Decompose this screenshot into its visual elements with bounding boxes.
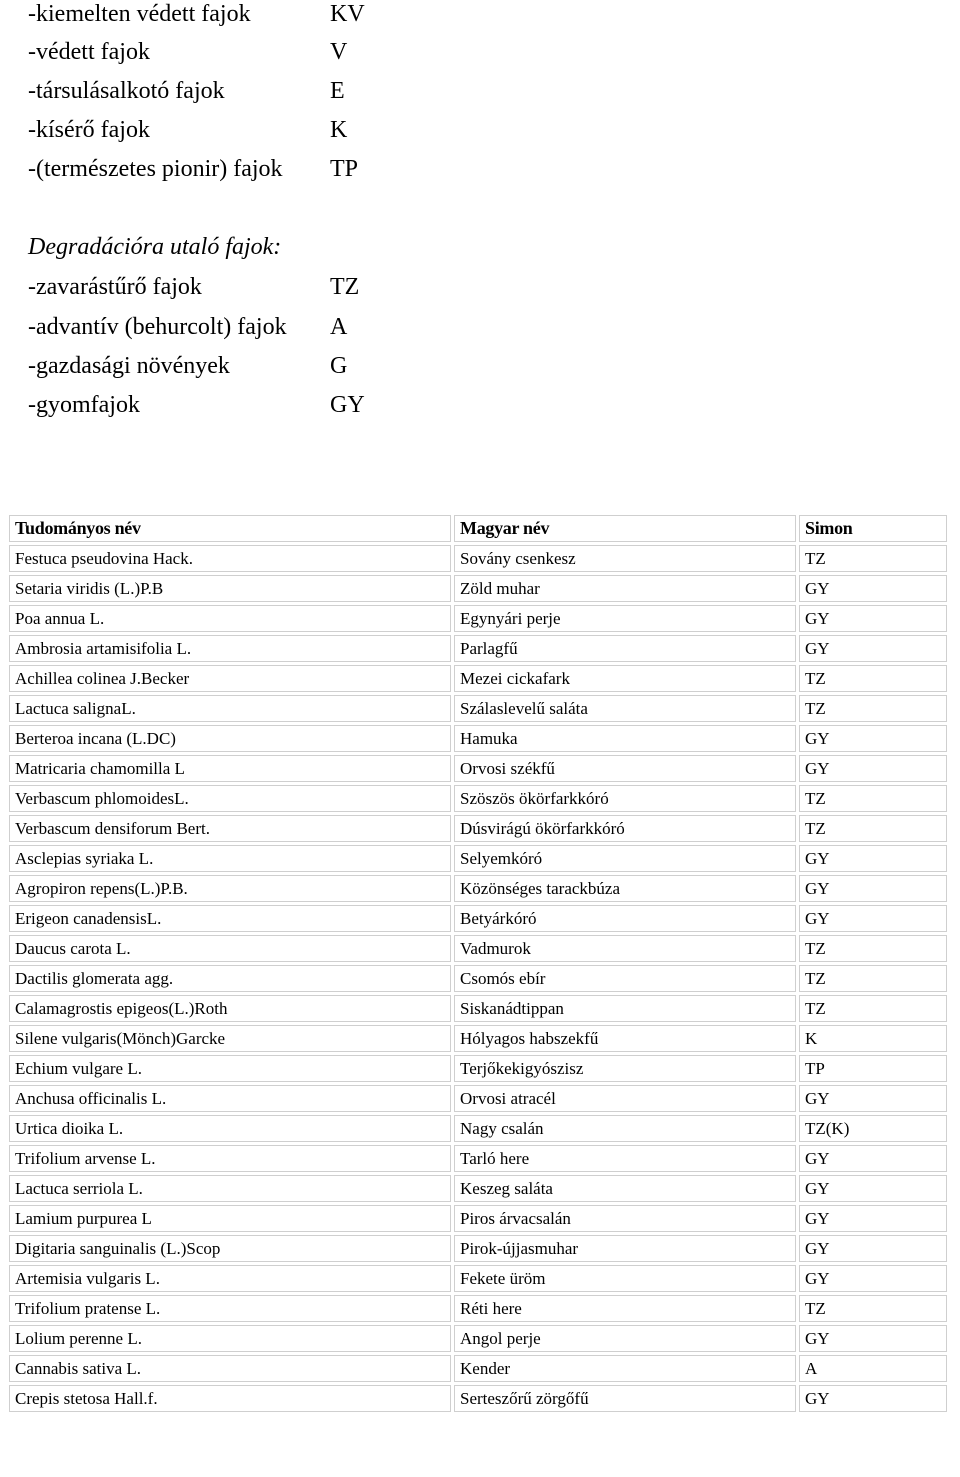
table-row bbox=[9, 545, 947, 572]
simon-category-cell: GY bbox=[799, 1385, 947, 1412]
table-row bbox=[9, 1235, 947, 1262]
simon-category-cell: TZ bbox=[799, 995, 947, 1022]
scientific-name-cell: Urtica dioika L. bbox=[9, 1115, 451, 1142]
simon-category-cell: GY bbox=[799, 725, 947, 752]
hungarian-name-cell: Tarló here bbox=[454, 1145, 796, 1172]
table-row bbox=[9, 1145, 947, 1172]
simon-category-cell: GY bbox=[799, 875, 947, 902]
scientific-name-cell: Achillea colinea J.Becker bbox=[9, 665, 451, 692]
scientific-name-cell: Trifolium pratense L. bbox=[9, 1295, 451, 1322]
scientific-name-cell: Artemisia vulgaris L. bbox=[9, 1265, 451, 1292]
scientific-name-cell: Agropiron repens(L.)P.B. bbox=[9, 875, 451, 902]
table-row bbox=[9, 695, 947, 722]
simon-category-cell: GY bbox=[799, 1145, 947, 1172]
simon-category-cell: TZ(K) bbox=[799, 1115, 947, 1142]
species-table-body bbox=[9, 545, 947, 1412]
legend-label: -kísérő fajok bbox=[28, 117, 150, 143]
simon-category-cell: TZ bbox=[799, 785, 947, 812]
scientific-name-cell: Poa annua L. bbox=[9, 605, 451, 632]
scientific-name-cell: Lactuca serriola L. bbox=[9, 1175, 451, 1202]
simon-category-cell: GY bbox=[799, 635, 947, 662]
hungarian-name-cell: Orvosi atracél bbox=[454, 1085, 796, 1112]
hungarian-name-cell: Szöszös ökörfarkkóró bbox=[454, 785, 796, 812]
simon-category-cell: GY bbox=[799, 1085, 947, 1112]
scientific-name-cell: Silene vulgaris(Mönch)Garcke bbox=[9, 1025, 451, 1052]
table-header-row bbox=[9, 515, 947, 542]
hungarian-name-cell: Parlagfű bbox=[454, 635, 796, 662]
table-row bbox=[9, 1025, 947, 1052]
table-row bbox=[9, 875, 947, 902]
simon-category-cell: GY bbox=[799, 1175, 947, 1202]
hungarian-name-cell: Siskanádtippan bbox=[454, 995, 796, 1022]
simon-category-cell: GY bbox=[799, 1325, 947, 1352]
table-row bbox=[9, 1205, 947, 1232]
legend-label: -zavarástűrő fajok bbox=[28, 274, 202, 300]
legend-label: -advantív (behurcolt) fajok bbox=[28, 314, 287, 340]
simon-category-cell: K bbox=[799, 1025, 947, 1052]
table-row bbox=[9, 575, 947, 602]
hungarian-name-cell: Csomós ebír bbox=[454, 965, 796, 992]
table-row bbox=[9, 635, 947, 662]
table-row bbox=[9, 995, 947, 1022]
simon-category-cell: GY bbox=[799, 905, 947, 932]
table-row bbox=[9, 1325, 947, 1352]
hungarian-name-cell: Keszeg saláta bbox=[454, 1175, 796, 1202]
scientific-name-cell: Daucus carota L. bbox=[9, 935, 451, 962]
simon-category-cell: TZ bbox=[799, 665, 947, 692]
simon-category-cell: GY bbox=[799, 1265, 947, 1292]
simon-category-cell: GY bbox=[799, 755, 947, 782]
hungarian-name-cell: Mezei cickafark bbox=[454, 665, 796, 692]
legend-label: -(természetes pionir) fajok bbox=[28, 156, 283, 182]
simon-category-cell: TZ bbox=[799, 935, 947, 962]
hungarian-name-cell: Hamuka bbox=[454, 725, 796, 752]
scientific-name-cell: Cannabis sativa L. bbox=[9, 1355, 451, 1382]
scientific-name-cell: Crepis stetosa Hall.f. bbox=[9, 1385, 451, 1412]
table-row bbox=[9, 965, 947, 992]
hungarian-name-cell: Terjőkekigyószisz bbox=[454, 1055, 796, 1082]
hungarian-name-cell: Zöld muhar bbox=[454, 575, 796, 602]
legend-label: -gazdasági növények bbox=[28, 353, 230, 379]
scientific-name-cell: Lactuca salignaL. bbox=[9, 695, 451, 722]
scientific-name-cell: Verbascum phlomoidesL. bbox=[9, 785, 451, 812]
simon-category-cell: GY bbox=[799, 575, 947, 602]
scientific-name-cell: Festuca pseudovina Hack. bbox=[9, 545, 451, 572]
legend-code: E bbox=[330, 78, 345, 104]
scientific-name-cell: Setaria viridis (L.)P.B bbox=[9, 575, 451, 602]
simon-category-cell: TZ bbox=[799, 1295, 947, 1322]
simon-category-cell: TZ bbox=[799, 545, 947, 572]
hungarian-name-cell: Szálaslevelű saláta bbox=[454, 695, 796, 722]
table-row bbox=[9, 1385, 947, 1412]
simon-category-cell: GY bbox=[799, 845, 947, 872]
legend-code: V bbox=[330, 39, 348, 65]
table-row bbox=[9, 1055, 947, 1082]
simon-category-cell: TZ bbox=[799, 965, 947, 992]
scientific-name-cell: Anchusa officinalis L. bbox=[9, 1085, 451, 1112]
legend-code: GY bbox=[330, 392, 365, 418]
legend-code: A bbox=[330, 314, 348, 340]
hungarian-name-cell: Pirok-újjasmuhar bbox=[454, 1235, 796, 1262]
header-scientific-name: Tudományos név bbox=[9, 515, 451, 542]
scientific-name-cell: Erigeon canadensisL. bbox=[9, 905, 451, 932]
table-row bbox=[9, 755, 947, 782]
scientific-name-cell: Berteroa incana (L.DC) bbox=[9, 725, 451, 752]
legend-label: -gyomfajok bbox=[28, 392, 140, 418]
table-row bbox=[9, 725, 947, 752]
scientific-name-cell: Digitaria sanguinalis (L.)Scop bbox=[9, 1235, 451, 1262]
table-row bbox=[9, 935, 947, 962]
table-row bbox=[9, 1175, 947, 1202]
table-row bbox=[9, 845, 947, 872]
scientific-name-cell: Matricaria chamomilla L bbox=[9, 755, 451, 782]
hungarian-name-cell: Selyemkóró bbox=[454, 845, 796, 872]
scientific-name-cell: Echium vulgare L. bbox=[9, 1055, 451, 1082]
simon-category-cell: TP bbox=[799, 1055, 947, 1082]
hungarian-name-cell: Sovány csenkesz bbox=[454, 545, 796, 572]
hungarian-name-cell: Közönséges tarackbúza bbox=[454, 875, 796, 902]
table-row bbox=[9, 905, 947, 932]
scientific-name-cell: Asclepias syriaka L. bbox=[9, 845, 451, 872]
simon-category-cell: GY bbox=[799, 605, 947, 632]
scientific-name-cell: Verbascum densiforum Bert. bbox=[9, 815, 451, 842]
scientific-name-cell: Ambrosia artamisifolia L. bbox=[9, 635, 451, 662]
hungarian-name-cell: Nagy csalán bbox=[454, 1115, 796, 1142]
legend-code: G bbox=[330, 353, 348, 379]
legend-code: KV bbox=[330, 1, 365, 27]
scientific-name-cell: Lolium perenne L. bbox=[9, 1325, 451, 1352]
legend-code: TP bbox=[330, 156, 359, 182]
hungarian-name-cell: Vadmurok bbox=[454, 935, 796, 962]
hungarian-name-cell: Angol perje bbox=[454, 1325, 796, 1352]
header-simon-category: Simon bbox=[799, 515, 947, 542]
hungarian-name-cell: Kender bbox=[454, 1355, 796, 1382]
scientific-name-cell: Trifolium arvense L. bbox=[9, 1145, 451, 1172]
simon-category-cell: TZ bbox=[799, 695, 947, 722]
simon-category-cell: TZ bbox=[799, 815, 947, 842]
table-row bbox=[9, 1085, 947, 1112]
table-row bbox=[9, 605, 947, 632]
legend-code: K bbox=[330, 117, 348, 143]
table-row bbox=[9, 815, 947, 842]
legend-label: -társulásalkotó fajok bbox=[28, 78, 225, 104]
table-row bbox=[9, 1295, 947, 1322]
species-table bbox=[6, 512, 950, 1415]
simon-category-cell: GY bbox=[799, 1235, 947, 1262]
hungarian-name-cell: Hólyagos habszekfű bbox=[454, 1025, 796, 1052]
hungarian-name-cell: Piros árvacsalán bbox=[454, 1205, 796, 1232]
hungarian-name-cell: Dúsvirágú ökörfarkkóró bbox=[454, 815, 796, 842]
header-hungarian-name: Magyar név bbox=[454, 515, 796, 542]
scientific-name-cell: Lamium purpurea L bbox=[9, 1205, 451, 1232]
hungarian-name-cell: Fekete üröm bbox=[454, 1265, 796, 1292]
hungarian-name-cell: Betyárkóró bbox=[454, 905, 796, 932]
table-row bbox=[9, 1115, 947, 1142]
legend-code: TZ bbox=[330, 274, 360, 300]
table-row bbox=[9, 1355, 947, 1382]
hungarian-name-cell: Orvosi székfű bbox=[454, 755, 796, 782]
simon-category-cell: GY bbox=[799, 1205, 947, 1232]
table-row bbox=[9, 785, 947, 812]
scientific-name-cell: Dactilis glomerata agg. bbox=[9, 965, 451, 992]
table-row bbox=[9, 1265, 947, 1292]
hungarian-name-cell: Réti here bbox=[454, 1295, 796, 1322]
table-row bbox=[9, 665, 947, 692]
legend-label: -kiemelten védett fajok bbox=[28, 1, 251, 27]
hungarian-name-cell: Egynyári perje bbox=[454, 605, 796, 632]
scientific-name-cell: Calamagrostis epigeos(L.)Roth bbox=[9, 995, 451, 1022]
simon-category-cell: A bbox=[799, 1355, 947, 1382]
hungarian-name-cell: Serteszőrű zörgőfű bbox=[454, 1385, 796, 1412]
legend-label: -védett fajok bbox=[28, 39, 150, 65]
degradation-heading: Degradációra utaló fajok: bbox=[28, 234, 282, 260]
